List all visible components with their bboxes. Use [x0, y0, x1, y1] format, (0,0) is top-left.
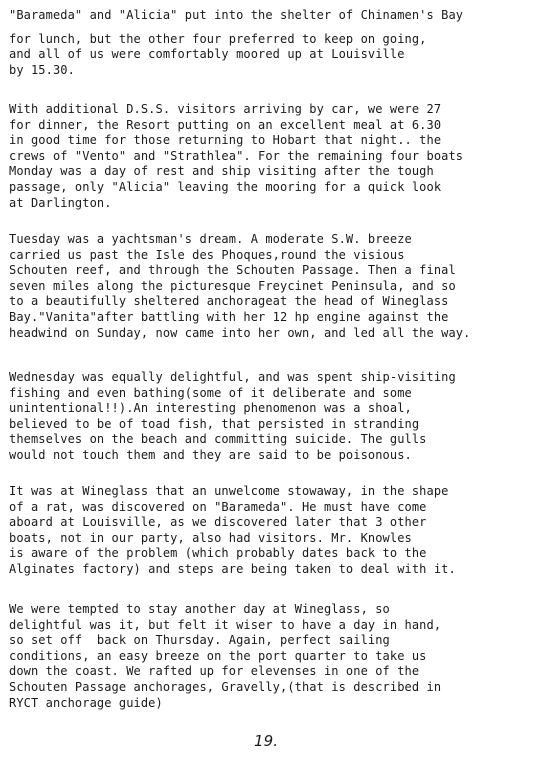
- text-line: in good time for those returning to Hobart that night.. the: [9, 133, 442, 148]
- text-line: and all of us were comfortably moored up at Louisville: [9, 47, 405, 62]
- text-line: RYCT anchorage guide): [9, 695, 163, 710]
- text-line: for lunch, but the other four preferred to keep on going,: [9, 31, 427, 46]
- text-line: We were tempted to stay another day at Wineglass, so: [9, 602, 390, 616]
- text-line: to a beautifully sheltered anchorageat the head of Wineglass: [9, 294, 449, 309]
- text-line: conditions, an easy breeze on the port quarter to take us: [9, 648, 427, 663]
- text-line: Monday was a day of rest and ship visiting after the tough: [9, 164, 434, 179]
- text-line: "Barameda" and "Alicia" put into the shelter of Chinamen's Bay: [9, 8, 464, 22]
- text-line: is aware of the problem (which probably dates back to the: [9, 546, 427, 561]
- text-line: down the coast. We rafted up for elevenses in one of the: [9, 664, 420, 679]
- text-line: Schouten Passage anchorages, Gravelly,(that is described in: [9, 680, 442, 694]
- text-line: themselves on the beach and committing suicide. The gulls: [9, 432, 427, 447]
- text-line: so set off back on Thursday. Again, perfect sailing: [9, 633, 390, 648]
- text-line: for dinner, the Resort putting on an excellent meal at 6.30: [9, 117, 442, 132]
- text-line: crews of "Vento" and "Strathlea". For the remaining four boats: [9, 148, 464, 163]
- text-line: Wednesday was equally delightful, and was spent ship-visiting: [9, 370, 456, 384]
- text-line: headwind on Sunday, now came into her own, and led all the way.: [9, 325, 471, 340]
- text-line: of a rat, was discovered on "Barameda". He must have come: [9, 499, 427, 514]
- page-number: 19.: [254, 732, 279, 750]
- text-line: Schouten reef, and through the Schouten Passage. Then a final: [9, 263, 456, 278]
- text-line: unintentional!!).An interesting phenomenon was a shoal,: [9, 401, 412, 416]
- text-line: Alginates factory) and steps are being taken to deal with it.: [9, 562, 456, 576]
- text-line: It was at Wineglass that an unwelcome stowaway, in the shape: [9, 484, 449, 498]
- text-line: at Darlington.: [9, 195, 112, 210]
- text-line: boats, not in our party, also had visitors. Mr. Knowles: [9, 530, 412, 545]
- text-line: by 15.30.: [9, 62, 75, 77]
- text-line: fishing and even bathing(some of it deliberate and some: [9, 385, 412, 400]
- text-line: aboard at Louisville, as we discovered later that 3 other: [9, 515, 427, 530]
- text-line: With additional D.S.S. visitors arriving by car, we were 27: [9, 102, 442, 116]
- text-line: would not touch them and they are said to be poisonous.: [9, 448, 412, 462]
- text-line: Tuesday was a yachtsman's dream. A moderate S.W. breeze: [9, 232, 412, 246]
- text-line: seven miles along the picturesque Freycinet Peninsula, and so: [9, 278, 456, 293]
- text-line: carried us past the Isle des Phoques,round the visious: [9, 247, 405, 262]
- text-line: passage, only "Alicia" leaving the mooring for a quick look: [9, 180, 442, 194]
- text-line: delightful was it, but felt it wiser to have a day in hand,: [9, 617, 442, 632]
- text-line: Bay."Vanita"after battling with her 12 hp engine against the: [9, 310, 449, 324]
- text-line: believed to be of toad fish, that persisted in stranding: [9, 416, 420, 431]
